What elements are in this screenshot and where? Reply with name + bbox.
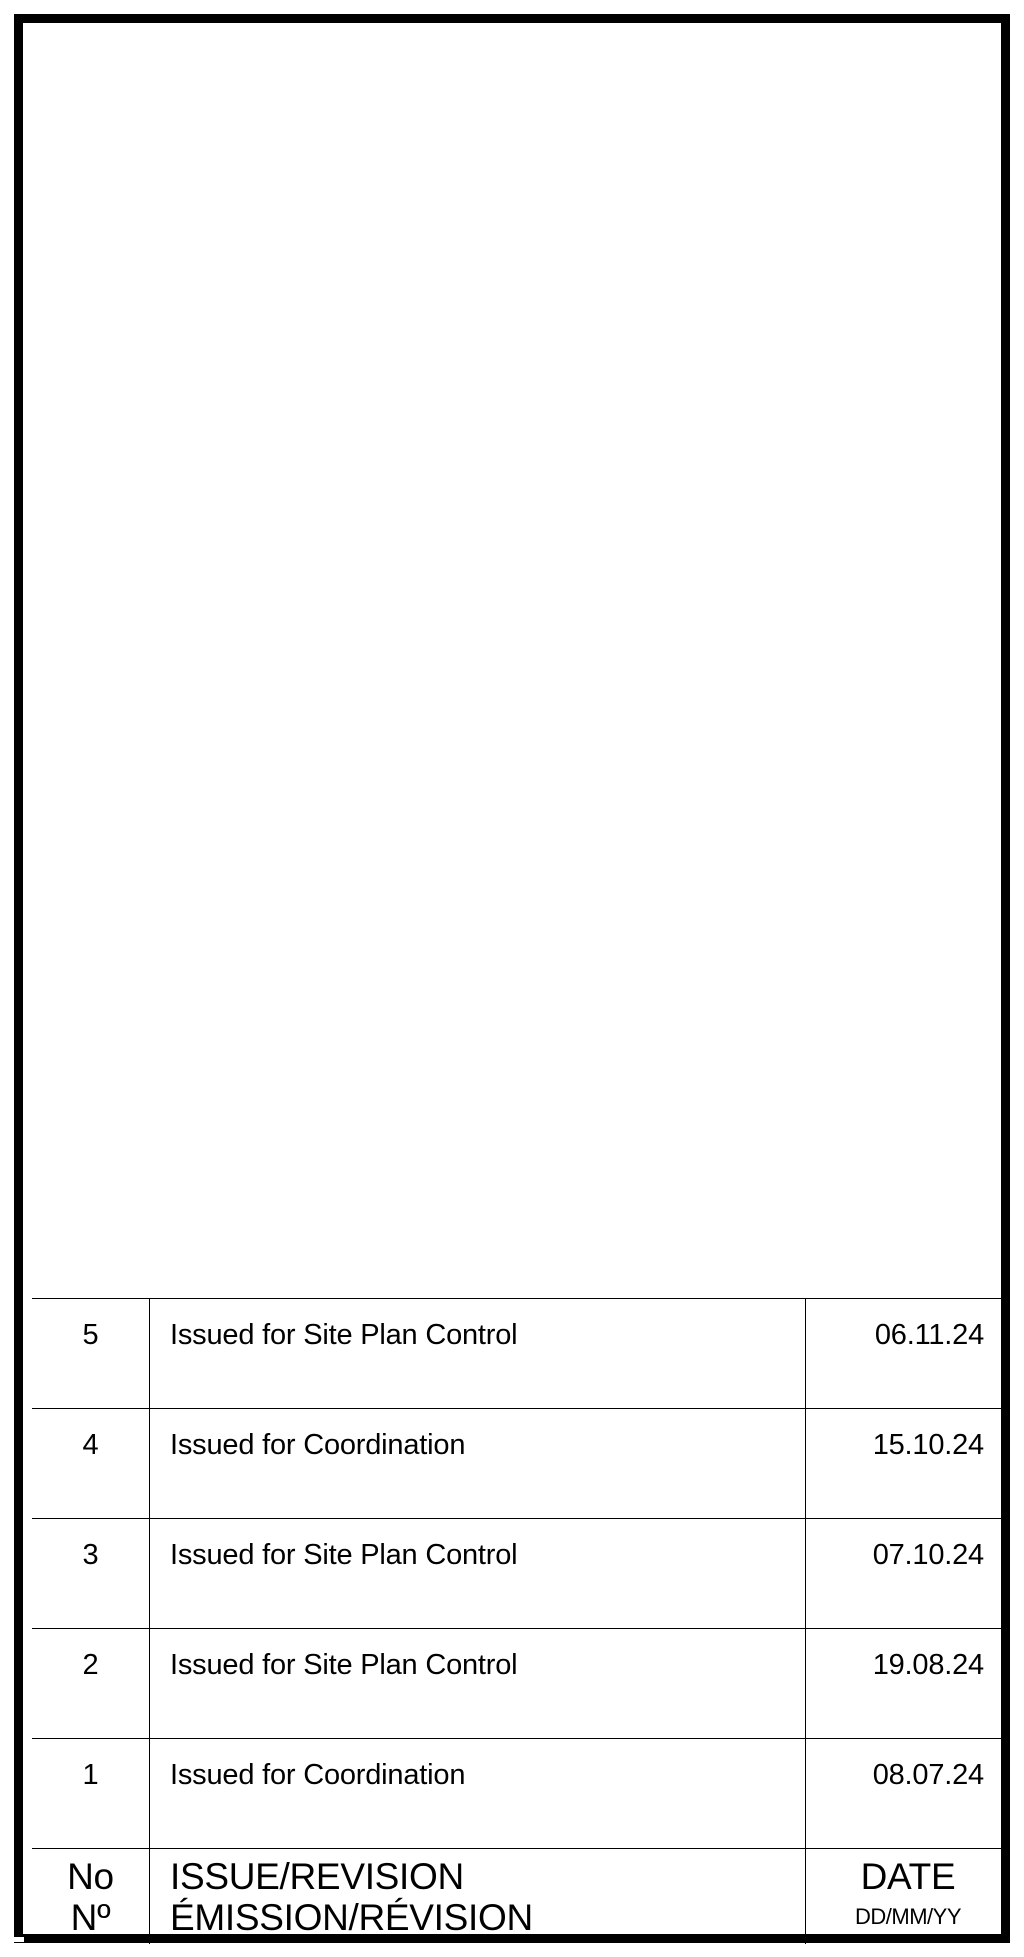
- revision-table: [32, 1298, 1010, 1943]
- header-date-cell: [806, 1849, 1010, 1944]
- revision-row: [32, 1299, 1010, 1409]
- revision-description-cell: [150, 1739, 806, 1848]
- revision-description-cell: [150, 1629, 806, 1738]
- revision-date-cell: [806, 1629, 1010, 1738]
- revision-number-cell: [32, 1299, 150, 1408]
- revision-description: Issued for Site Plan Control: [170, 1319, 518, 1351]
- header-no-cell: [32, 1849, 150, 1944]
- revision-date-cell: [806, 1519, 1010, 1628]
- header-description-english: ISSUE/REVISION: [170, 1856, 464, 1897]
- revision-description-cell: [150, 1299, 806, 1408]
- revision-description: Issued for Coordination: [170, 1429, 466, 1461]
- revision-description-cell: [150, 1519, 806, 1628]
- revision-number: 2: [82, 1649, 99, 1681]
- revision-date: 08.07.24: [872, 1759, 984, 1791]
- revision-number-cell: [32, 1739, 150, 1848]
- header-no-english: No: [67, 1856, 114, 1897]
- revision-row: [32, 1409, 1010, 1519]
- revision-date-cell: [806, 1739, 1010, 1848]
- frame-corner-notch: [14, 1937, 24, 1942]
- revision-row: [32, 1739, 1010, 1849]
- revision-number-cell: [32, 1409, 150, 1518]
- revision-date-cell: [806, 1409, 1010, 1518]
- revision-row: [32, 1519, 1010, 1629]
- revision-number: 1: [82, 1759, 99, 1791]
- revision-number: 4: [82, 1429, 99, 1461]
- revision-date: 19.08.24: [872, 1649, 984, 1681]
- revision-number: 3: [82, 1539, 99, 1571]
- revision-date: 15.10.24: [872, 1429, 984, 1461]
- header-description-french: ÉMISSION/RÉVISION: [170, 1896, 533, 1938]
- revision-number-cell: [32, 1519, 150, 1628]
- revision-description: Issued for Site Plan Control: [170, 1539, 518, 1571]
- revision-table-header: [32, 1849, 1010, 1944]
- revision-number: 5: [82, 1319, 99, 1351]
- revision-number-cell: [32, 1629, 150, 1738]
- revision-date: 06.11.24: [874, 1319, 984, 1351]
- revision-description: Issued for Site Plan Control: [170, 1649, 518, 1681]
- revision-date: 07.10.24: [872, 1539, 984, 1571]
- header-date: DATE: [860, 1856, 956, 1897]
- header-no-french: Nº: [70, 1896, 111, 1938]
- header-description-cell: [150, 1849, 806, 1944]
- revision-description: Issued for Coordination: [170, 1759, 466, 1791]
- revision-date-cell: [806, 1299, 1010, 1408]
- revision-row: [32, 1629, 1010, 1739]
- title-block-frame: [14, 14, 1010, 1943]
- revision-description-cell: [150, 1409, 806, 1518]
- drawing-blank-area: [32, 32, 1010, 1298]
- header-date-format: DD/MM/YY: [855, 1903, 961, 1929]
